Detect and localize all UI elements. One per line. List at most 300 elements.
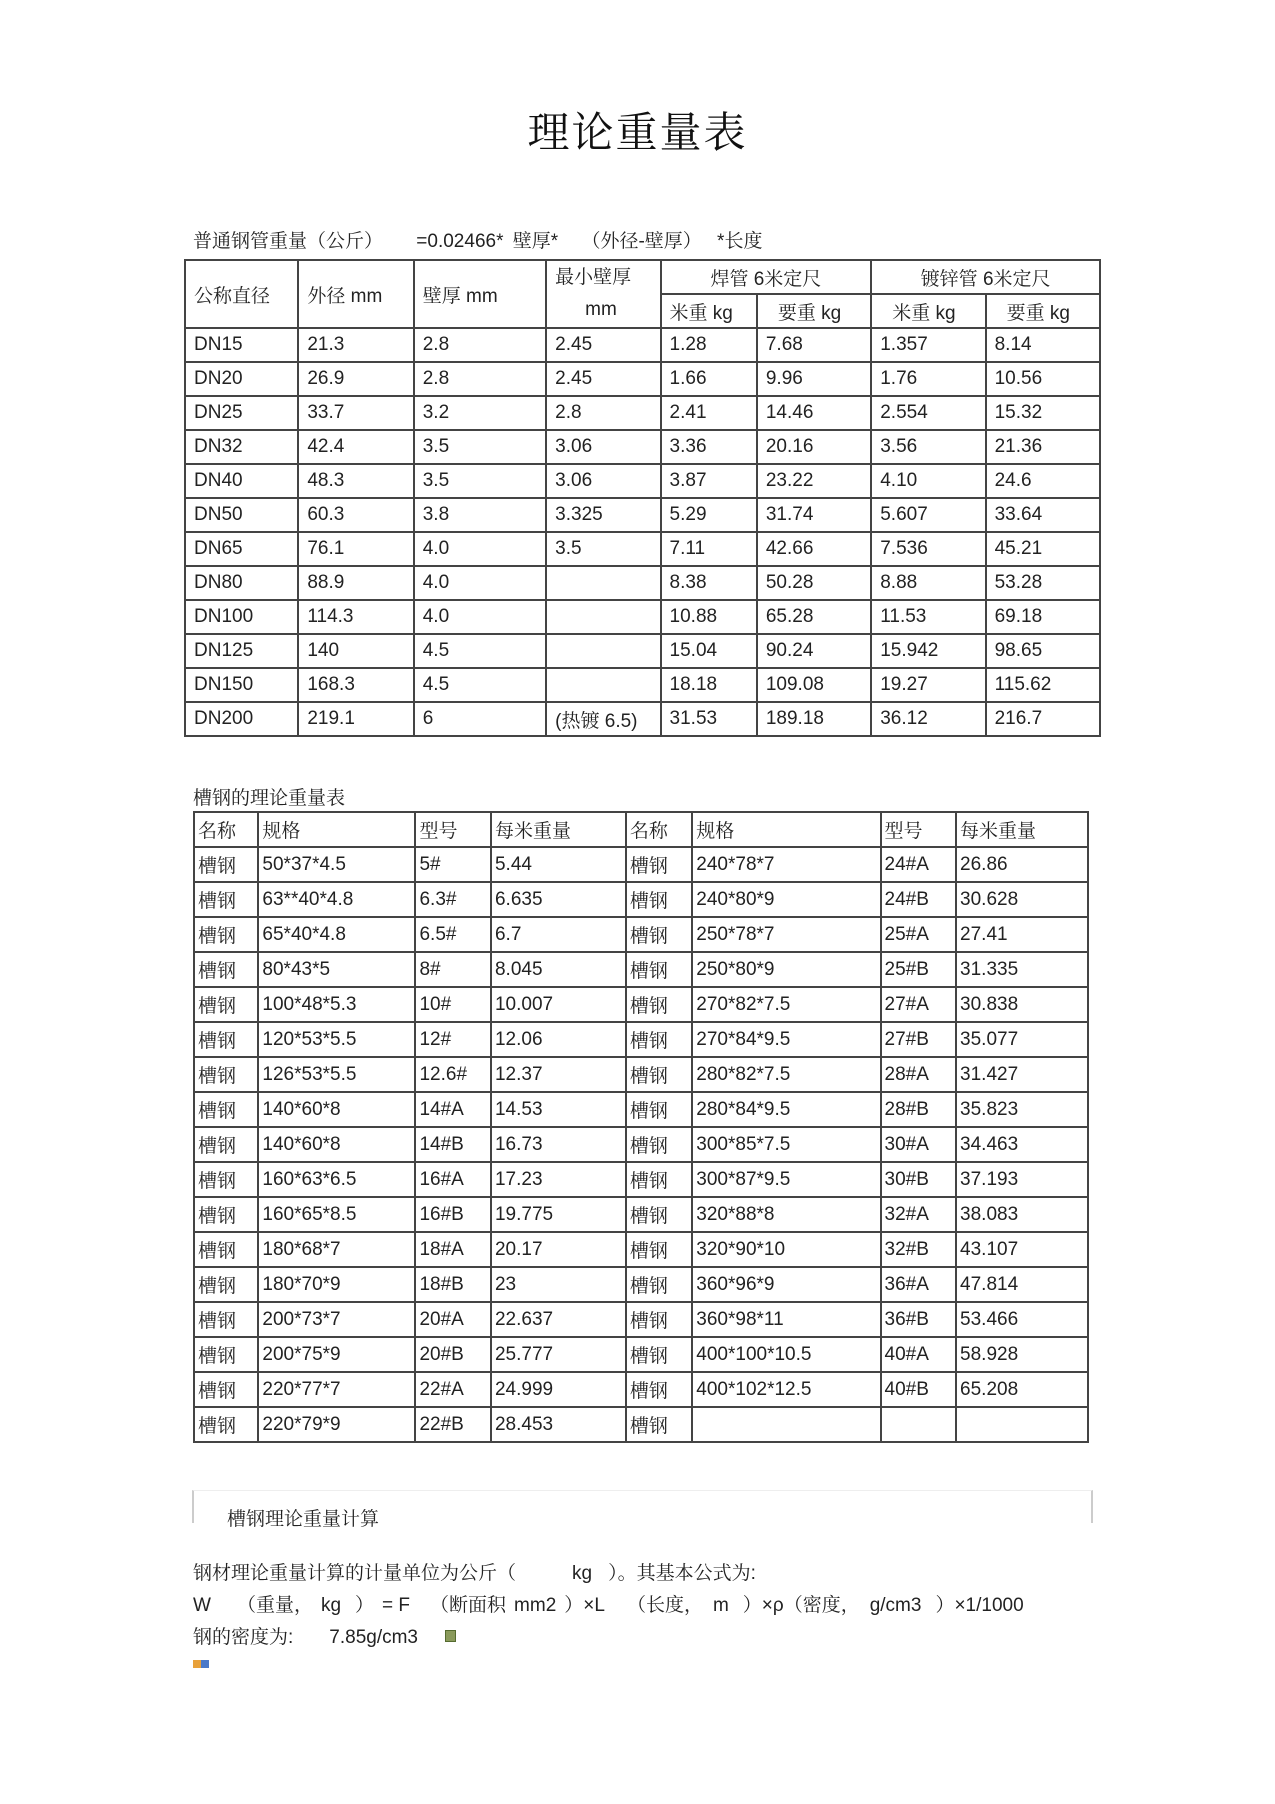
table-cell: 23.22 xyxy=(757,464,871,498)
table-cell: 65*40*4.8 xyxy=(258,917,415,952)
table-row xyxy=(194,1162,1088,1197)
header-galv-pc: 要重 kg xyxy=(986,294,1100,328)
table-cell: 24.6 xyxy=(986,464,1100,498)
table-cell: 20#A xyxy=(415,1302,491,1337)
table-cell: 76.1 xyxy=(298,532,413,566)
table-cell xyxy=(881,1407,957,1442)
table-cell: 27#B xyxy=(881,1022,957,1057)
table-cell: 27.41 xyxy=(956,917,1088,952)
table-cell: 24#A xyxy=(881,847,957,882)
table-cell: 43.107 xyxy=(956,1232,1088,1267)
table-cell: 22.637 xyxy=(491,1302,626,1337)
table-cell: 27#A xyxy=(881,987,957,1022)
table-cell: 18.18 xyxy=(661,668,757,702)
table-cell: 50*37*4.5 xyxy=(258,847,415,882)
table-cell: 槽钢 xyxy=(194,1337,258,1372)
table-cell: 16#B xyxy=(415,1197,491,1232)
table-cell: 槽钢 xyxy=(626,1267,692,1302)
table-row xyxy=(185,532,1100,566)
calc-heading: 槽钢理论重量计算 xyxy=(227,1509,380,1530)
table-cell: 槽钢 xyxy=(626,1162,692,1197)
header-nominal: 公称直径 xyxy=(185,260,298,328)
table-cell: DN65 xyxy=(185,532,298,566)
table-cell: 5.44 xyxy=(491,847,626,882)
table-cell: 90.24 xyxy=(757,634,871,668)
table-cell: 槽钢 xyxy=(626,952,692,987)
table-cell: 3.2 xyxy=(414,396,546,430)
table-cell: 19.775 xyxy=(491,1197,626,1232)
table-cell: 35.823 xyxy=(956,1092,1088,1127)
table-cell: 槽钢 xyxy=(194,1057,258,1092)
table-cell: 2.45 xyxy=(546,328,660,362)
table-cell: 31.427 xyxy=(956,1057,1088,1092)
table-cell: 30#B xyxy=(881,1162,957,1197)
table-cell: 槽钢 xyxy=(194,1022,258,1057)
table-cell: 6.3# xyxy=(415,882,491,917)
table-cell: 26.86 xyxy=(956,847,1088,882)
table-row xyxy=(185,362,1100,396)
table-cell: DN125 xyxy=(185,634,298,668)
table-cell: 8# xyxy=(415,952,491,987)
table-cell: 20.17 xyxy=(491,1232,626,1267)
text-segment: 钢的密度为: xyxy=(193,1627,294,1648)
table-row xyxy=(194,1407,1088,1442)
text-segment: kg xyxy=(572,1563,593,1584)
header-galv-m: 米重 kg xyxy=(871,294,985,328)
table-cell: 22#B xyxy=(415,1407,491,1442)
text-segment: 7.85g/cm3 xyxy=(329,1627,419,1648)
table-cell: 270*82*7.5 xyxy=(692,987,880,1022)
table-cell: 69.18 xyxy=(986,600,1100,634)
table-cell: 140 xyxy=(298,634,413,668)
table-cell: 40#A xyxy=(881,1337,957,1372)
table-row xyxy=(194,987,1088,1022)
text-segment: ）×ρ（密度， xyxy=(742,1595,860,1616)
table-cell: 360*96*9 xyxy=(692,1267,880,1302)
table-cell: 16#A xyxy=(415,1162,491,1197)
table-cell: 5.607 xyxy=(871,498,985,532)
table-cell: 20.16 xyxy=(757,430,871,464)
table-cell: 31.74 xyxy=(757,498,871,532)
paragraph-formula xyxy=(193,1590,1024,1617)
table-cell xyxy=(956,1407,1088,1442)
table-cell: 80*43*5 xyxy=(258,952,415,987)
table-cell: 32#B xyxy=(881,1232,957,1267)
pipe-weight-formula xyxy=(193,226,762,253)
table-cell: 槽钢 xyxy=(194,1372,258,1407)
header-min-wall-line1: 最小壁厚 xyxy=(555,267,632,288)
table-cell: 槽钢 xyxy=(194,1197,258,1232)
table-cell: 槽钢 xyxy=(626,1302,692,1337)
table-cell xyxy=(692,1407,880,1442)
table-cell: 180*70*9 xyxy=(258,1267,415,1302)
table-cell: 36.12 xyxy=(871,702,985,736)
table-cell: 2.41 xyxy=(661,396,757,430)
text-segment: （重量， xyxy=(236,1595,313,1616)
table-cell: 216.7 xyxy=(986,702,1100,736)
table-cell: 槽钢 xyxy=(194,882,258,917)
table-row xyxy=(194,1302,1088,1337)
text-segment: mm2 xyxy=(514,1595,557,1616)
table-cell: 114.3 xyxy=(298,600,413,634)
table-cell: 21.3 xyxy=(298,328,413,362)
formula-part: 壁厚* xyxy=(512,231,559,252)
table-cell: 4.0 xyxy=(414,532,546,566)
table-cell: 30.838 xyxy=(956,987,1088,1022)
table-cell: 14.53 xyxy=(491,1092,626,1127)
table-row xyxy=(185,396,1100,430)
table-cell: DN50 xyxy=(185,498,298,532)
table-cell: 160*63*6.5 xyxy=(258,1162,415,1197)
table-cell: 槽钢 xyxy=(626,1057,692,1092)
table-cell: 42.66 xyxy=(757,532,871,566)
table-cell: 7.536 xyxy=(871,532,985,566)
table-cell: 220*77*7 xyxy=(258,1372,415,1407)
table-cell: 40#B xyxy=(881,1372,957,1407)
table-cell: 槽钢 xyxy=(626,1127,692,1162)
table-cell: 220*79*9 xyxy=(258,1407,415,1442)
table-cell: 3.06 xyxy=(546,464,660,498)
table-cell: 1.66 xyxy=(661,362,757,396)
header-welded-pc: 要重 kg xyxy=(757,294,871,328)
table-row xyxy=(194,1337,1088,1372)
table-cell: 36#A xyxy=(881,1267,957,1302)
table-cell: 槽钢 xyxy=(626,1022,692,1057)
table-cell: 35.077 xyxy=(956,1022,1088,1057)
table-cell: 240*80*9 xyxy=(692,882,880,917)
table-cell: 50.28 xyxy=(757,566,871,600)
table-cell: 16.73 xyxy=(491,1127,626,1162)
paragraph-unit xyxy=(193,1558,756,1585)
table-cell: 槽钢 xyxy=(194,987,258,1022)
paragraph-density xyxy=(193,1622,418,1649)
table-row xyxy=(194,1232,1088,1267)
table-cell: DN100 xyxy=(185,600,298,634)
table-row xyxy=(185,430,1100,464)
channel-table-caption: 槽钢的理论重量表 xyxy=(193,788,346,809)
table-cell: DN80 xyxy=(185,566,298,600)
table-cell: 31.335 xyxy=(956,952,1088,987)
table-cell: 6.5# xyxy=(415,917,491,952)
text-segment: g/cm3 xyxy=(869,1595,922,1616)
table-cell: 槽钢 xyxy=(194,1127,258,1162)
table-cell: 22#A xyxy=(415,1372,491,1407)
table-cell: 30#A xyxy=(881,1127,957,1162)
table-cell: 1.357 xyxy=(871,328,985,362)
table-cell: 48.3 xyxy=(298,464,413,498)
table-cell: 88.9 xyxy=(298,566,413,600)
table-cell: 240*78*7 xyxy=(692,847,880,882)
table-cell: 10# xyxy=(415,987,491,1022)
table-cell: 14#A xyxy=(415,1092,491,1127)
table-cell: 槽钢 xyxy=(626,1337,692,1372)
table-cell: 42.4 xyxy=(298,430,413,464)
header-welded: 焊管 6米定尺 xyxy=(661,260,872,294)
table-cell: 28.453 xyxy=(491,1407,626,1442)
table-cell: 270*84*9.5 xyxy=(692,1022,880,1057)
table-cell: 58.928 xyxy=(956,1337,1088,1372)
table-cell: 98.65 xyxy=(986,634,1100,668)
page-title: 理论重量表 xyxy=(527,108,748,157)
table-cell: 37.193 xyxy=(956,1162,1088,1197)
table-cell: 3.8 xyxy=(414,498,546,532)
table-cell: 53.28 xyxy=(986,566,1100,600)
column-header: 型号 xyxy=(415,812,491,847)
table-cell: DN40 xyxy=(185,464,298,498)
table-row xyxy=(194,847,1088,882)
text-segment: ） xyxy=(355,1595,375,1616)
table-cell: 32#A xyxy=(881,1197,957,1232)
table-cell: 12.06 xyxy=(491,1022,626,1057)
table-cell: 14#B xyxy=(415,1127,491,1162)
table-row xyxy=(194,1092,1088,1127)
table-cell: 23 xyxy=(491,1267,626,1302)
table-row xyxy=(185,328,1100,362)
table-cell: 280*84*9.5 xyxy=(692,1092,880,1127)
table-cell: 10.56 xyxy=(986,362,1100,396)
table-cell: 200*75*9 xyxy=(258,1337,415,1372)
table-row xyxy=(194,1127,1088,1162)
table-cell: 15.32 xyxy=(986,396,1100,430)
table-cell: 320*88*8 xyxy=(692,1197,880,1232)
table-cell: 17.23 xyxy=(491,1162,626,1197)
table-cell: 8.045 xyxy=(491,952,626,987)
table-cell: 300*87*9.5 xyxy=(692,1162,880,1197)
table-cell: 9.96 xyxy=(757,362,871,396)
table-cell: 25.777 xyxy=(491,1337,626,1372)
table-cell: 36#B xyxy=(881,1302,957,1337)
formula-part: 普通钢管重量（公斤） xyxy=(193,231,384,252)
table-cell: 15.04 xyxy=(661,634,757,668)
header-min-wall xyxy=(546,260,660,328)
table-cell: 6.7 xyxy=(491,917,626,952)
table-cell: 100*48*5.3 xyxy=(258,987,415,1022)
table-cell: 21.36 xyxy=(986,430,1100,464)
table-cell: 2.8 xyxy=(414,362,546,396)
column-header: 每米重量 xyxy=(491,812,626,847)
table-cell: 219.1 xyxy=(298,702,413,736)
text-segment: （断面积 xyxy=(430,1595,507,1616)
table-cell: 槽钢 xyxy=(626,1232,692,1267)
table-cell: 槽钢 xyxy=(194,1092,258,1127)
table-cell: 5# xyxy=(415,847,491,882)
table-cell: 4.10 xyxy=(871,464,985,498)
text-segment: 钢材理论重量计算的计量单位为公斤（ xyxy=(193,1563,517,1584)
table-cell: 3.36 xyxy=(661,430,757,464)
table-cell: 300*85*7.5 xyxy=(692,1127,880,1162)
table-cell: DN200 xyxy=(185,702,298,736)
table-cell: 5.29 xyxy=(661,498,757,532)
table-cell: 126*53*5.5 xyxy=(258,1057,415,1092)
calc-heading-box xyxy=(192,1490,1093,1530)
table-cell: 12.37 xyxy=(491,1057,626,1092)
table-row xyxy=(185,498,1100,532)
table-cell: 槽钢 xyxy=(194,1302,258,1337)
table-cell: 3.06 xyxy=(546,430,660,464)
table-cell: 25#A xyxy=(881,917,957,952)
text-segment: （长度， xyxy=(626,1595,703,1616)
table-cell: 槽钢 xyxy=(194,1407,258,1442)
table-cell: 3.5 xyxy=(414,430,546,464)
table-cell: 180*68*7 xyxy=(258,1232,415,1267)
formula-part: =0.02466* xyxy=(416,231,504,252)
column-header: 规格 xyxy=(692,812,880,847)
column-header: 名称 xyxy=(626,812,692,847)
embedded-image-icon xyxy=(193,1660,209,1668)
table-row xyxy=(194,1372,1088,1407)
table-cell: 槽钢 xyxy=(194,1232,258,1267)
table-cell xyxy=(546,566,660,600)
table-cell: 2.45 xyxy=(546,362,660,396)
table-header-row xyxy=(194,812,1088,847)
header-min-wall-line2: mm xyxy=(585,299,617,320)
table-cell: 28#A xyxy=(881,1057,957,1092)
table-cell: 115.62 xyxy=(986,668,1100,702)
table-cell: 2.554 xyxy=(871,396,985,430)
table-cell: 3.325 xyxy=(546,498,660,532)
table-row xyxy=(185,634,1100,668)
table-cell: 4.5 xyxy=(414,668,546,702)
table-cell: 45.21 xyxy=(986,532,1100,566)
table-cell: 25#B xyxy=(881,952,957,987)
table-cell: 34.463 xyxy=(956,1127,1088,1162)
text-segment: ）×1/1000 xyxy=(935,1595,1024,1616)
table-cell: 65.208 xyxy=(956,1372,1088,1407)
table-row xyxy=(194,1197,1088,1232)
table-cell: DN150 xyxy=(185,668,298,702)
header-welded-m: 米重 kg xyxy=(661,294,757,328)
table-cell: DN32 xyxy=(185,430,298,464)
table-cell: 槽钢 xyxy=(626,1197,692,1232)
table-cell: 槽钢 xyxy=(194,1267,258,1302)
table-cell: 63**40*4.8 xyxy=(258,882,415,917)
table-row xyxy=(194,1022,1088,1057)
table-cell: 槽钢 xyxy=(626,1407,692,1442)
table-cell: 160*65*8.5 xyxy=(258,1197,415,1232)
table-cell: 槽钢 xyxy=(626,917,692,952)
header-wall: 壁厚 mm xyxy=(414,260,546,328)
table-cell: DN25 xyxy=(185,396,298,430)
table-cell: DN15 xyxy=(185,328,298,362)
table-cell: 33.64 xyxy=(986,498,1100,532)
table-cell: 33.7 xyxy=(298,396,413,430)
table-cell: 槽钢 xyxy=(626,1092,692,1127)
table-cell: 189.18 xyxy=(757,702,871,736)
table-cell: 3.56 xyxy=(871,430,985,464)
table-cell: 360*98*11 xyxy=(692,1302,880,1337)
table-cell: 槽钢 xyxy=(194,917,258,952)
column-header: 型号 xyxy=(881,812,957,847)
pipe-weight-table xyxy=(184,259,1101,737)
formula-part: （外径-壁厚） xyxy=(581,231,702,252)
table-cell: 6.635 xyxy=(491,882,626,917)
formula-part: *长度 xyxy=(717,231,763,252)
table-cell: 320*90*10 xyxy=(692,1232,880,1267)
table-cell: 12# xyxy=(415,1022,491,1057)
channel-steel-table xyxy=(193,811,1089,1443)
table-cell: 140*60*8 xyxy=(258,1127,415,1162)
table-row xyxy=(194,917,1088,952)
table-cell: DN20 xyxy=(185,362,298,396)
table-cell: (热镀 6.5) xyxy=(546,702,660,736)
table-cell: 19.27 xyxy=(871,668,985,702)
table-cell: 12.6# xyxy=(415,1057,491,1092)
table-cell: 槽钢 xyxy=(626,987,692,1022)
text-segment: m xyxy=(712,1595,729,1616)
table-cell: 3.5 xyxy=(414,464,546,498)
table-cell: 1.28 xyxy=(661,328,757,362)
table-cell: 38.083 xyxy=(956,1197,1088,1232)
table-cell: 6 xyxy=(414,702,546,736)
table-cell: 109.08 xyxy=(757,668,871,702)
table-cell: 8.88 xyxy=(871,566,985,600)
table-row xyxy=(185,566,1100,600)
table-cell: 400*102*12.5 xyxy=(692,1372,880,1407)
table-cell: 4.0 xyxy=(414,600,546,634)
table-row xyxy=(185,464,1100,498)
table-cell: 3.5 xyxy=(546,532,660,566)
table-cell: 8.38 xyxy=(661,566,757,600)
table-cell: 1.76 xyxy=(871,362,985,396)
table-cell: 7.11 xyxy=(661,532,757,566)
text-segment: kg xyxy=(320,1595,342,1616)
table-cell: 8.14 xyxy=(986,328,1100,362)
table-row xyxy=(194,1267,1088,1302)
table-cell: 250*78*7 xyxy=(692,917,880,952)
table-row xyxy=(185,668,1100,702)
table-cell: 140*60*8 xyxy=(258,1092,415,1127)
table-cell: 4.5 xyxy=(414,634,546,668)
table-cell: 53.466 xyxy=(956,1302,1088,1337)
table-cell: 280*82*7.5 xyxy=(692,1057,880,1092)
column-header: 每米重量 xyxy=(956,812,1088,847)
table-row xyxy=(194,882,1088,917)
table-cell: 28#B xyxy=(881,1092,957,1127)
table-cell xyxy=(546,668,660,702)
table-cell: 11.53 xyxy=(871,600,985,634)
table-cell: 26.9 xyxy=(298,362,413,396)
table-cell: 15.942 xyxy=(871,634,985,668)
table-cell: 47.814 xyxy=(956,1267,1088,1302)
table-cell: 400*100*10.5 xyxy=(692,1337,880,1372)
table-cell: 槽钢 xyxy=(626,1372,692,1407)
table-row xyxy=(185,702,1100,736)
table-cell: 30.628 xyxy=(956,882,1088,917)
table-cell: 2.8 xyxy=(546,396,660,430)
table-cell: 18#A xyxy=(415,1232,491,1267)
table-cell: 168.3 xyxy=(298,668,413,702)
column-header: 规格 xyxy=(258,812,415,847)
table-cell: 槽钢 xyxy=(626,882,692,917)
table-cell xyxy=(546,634,660,668)
table-cell: 4.0 xyxy=(414,566,546,600)
table-cell: 18#B xyxy=(415,1267,491,1302)
column-header: 名称 xyxy=(194,812,258,847)
table-cell: 24#B xyxy=(881,882,957,917)
table-cell: 24.999 xyxy=(491,1372,626,1407)
table-cell: 10.88 xyxy=(661,600,757,634)
table-cell: 10.007 xyxy=(491,987,626,1022)
table-row xyxy=(194,1057,1088,1092)
table-cell: 250*80*9 xyxy=(692,952,880,987)
table-cell: 20#B xyxy=(415,1337,491,1372)
table-cell: 2.8 xyxy=(414,328,546,362)
table-cell: 7.68 xyxy=(757,328,871,362)
table-cell: 3.87 xyxy=(661,464,757,498)
table-cell: 槽钢 xyxy=(194,1162,258,1197)
table-cell: 槽钢 xyxy=(626,847,692,882)
table-row xyxy=(185,600,1100,634)
